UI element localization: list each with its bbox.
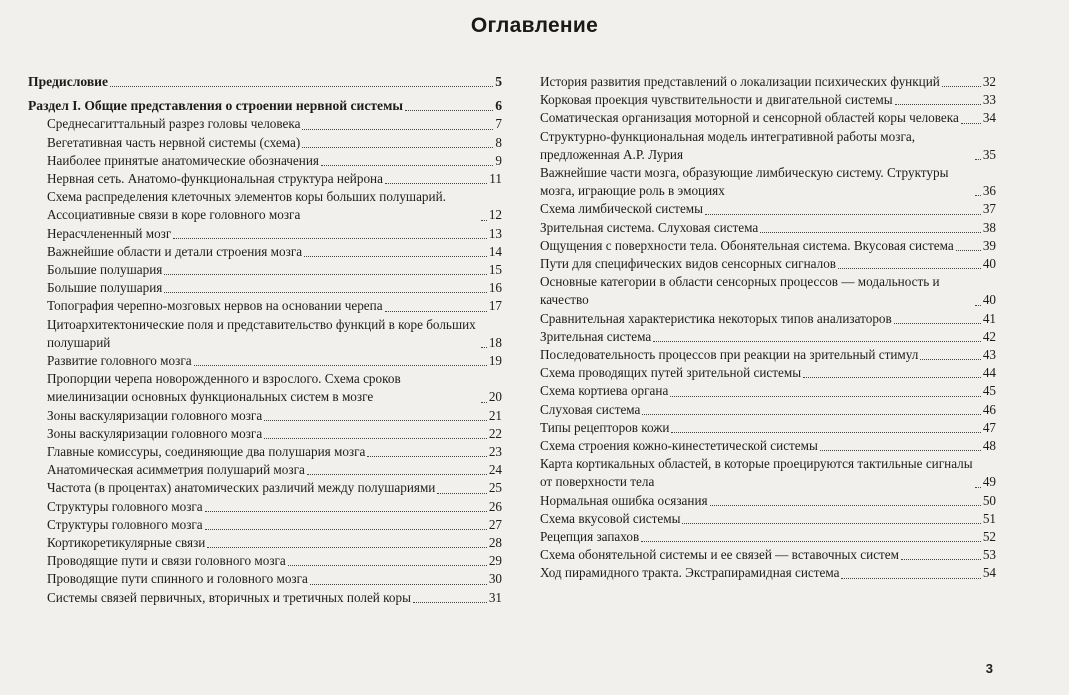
toc-leader-dots bbox=[641, 541, 981, 542]
toc-entry-page: 40 bbox=[982, 292, 996, 308]
toc-leader-dots bbox=[653, 341, 981, 342]
toc-entry bbox=[540, 528, 996, 546]
toc-entry-page: 14 bbox=[488, 243, 502, 259]
toc-entry bbox=[28, 498, 502, 516]
toc-entry-title: Схема проводящих путей зрительной системы bbox=[540, 365, 802, 381]
toc-entry-page: 43 bbox=[982, 347, 996, 363]
toc-entry-title: Схема обонятельной системы и ее связей — вставочных систем bbox=[540, 547, 900, 563]
toc-leader-dots bbox=[385, 311, 487, 312]
toc-entry bbox=[540, 492, 996, 510]
toc-leader-dots bbox=[975, 487, 981, 488]
toc-entry-page: 11 bbox=[489, 171, 502, 187]
toc-leader-dots bbox=[205, 529, 487, 530]
toc-leader-dots bbox=[961, 123, 981, 124]
toc-entry bbox=[540, 546, 996, 564]
toc-entry bbox=[28, 225, 502, 243]
toc-entry-title: Карта кортикальных областей, в которые проецируются тактильные сигналы от поверхности тела bbox=[540, 456, 973, 490]
toc-entry bbox=[28, 570, 502, 588]
toc-entry-title: Цитоархитектонические поля и представительство функций в коре больших полушарий bbox=[47, 316, 476, 350]
toc-entry bbox=[28, 243, 502, 261]
toc-entry-title: Большие полушария bbox=[47, 262, 163, 278]
toc-entry-page: 5 bbox=[495, 74, 502, 89]
toc-entry-page: 47 bbox=[982, 419, 996, 435]
toc-entry bbox=[28, 589, 502, 607]
toc-entry-page: 54 bbox=[982, 565, 996, 581]
toc-entry-page: 20 bbox=[488, 389, 502, 405]
toc-leader-dots bbox=[405, 110, 493, 111]
toc-entry-title: Нерасчлененный мозг bbox=[47, 225, 172, 241]
toc-leader-dots bbox=[304, 256, 487, 257]
toc-entry-page: 45 bbox=[982, 383, 996, 399]
toc-entry-title: Структуры головного мозга bbox=[47, 516, 203, 532]
toc-leader-dots bbox=[481, 402, 487, 403]
toc-leader-dots bbox=[264, 438, 487, 439]
toc-entry bbox=[540, 128, 996, 164]
toc-entry-page: 6 bbox=[495, 98, 502, 114]
toc-entry-page: 8 bbox=[495, 134, 502, 150]
toc-leader-dots bbox=[164, 292, 486, 293]
toc-entry-title: Важнейшие части мозга, образующие лимбическую систему. Структуры мозга, играющие роль в эмоциях bbox=[540, 165, 949, 199]
toc-entry-title: Большие полушария bbox=[47, 280, 163, 296]
toc-left-column bbox=[28, 73, 502, 607]
toc-entry bbox=[540, 328, 996, 346]
toc-entry-page: 23 bbox=[488, 444, 502, 460]
toc-entry-page: 42 bbox=[982, 328, 996, 344]
toc-leader-dots bbox=[920, 359, 980, 360]
toc-entry-title: Основные категории в области сенсорных процессов — модальность и качество bbox=[540, 274, 940, 308]
toc-entry-page: 48 bbox=[982, 438, 996, 454]
toc-leader-dots bbox=[367, 456, 486, 457]
toc-entry-title: Зрительная система bbox=[540, 328, 652, 344]
toc-entry-page: 12 bbox=[488, 207, 502, 223]
toc-entry bbox=[540, 164, 996, 200]
toc-entry-title: Проводящие пути и связи головного мозга bbox=[47, 553, 286, 569]
toc-entry bbox=[28, 370, 502, 406]
toc-entry bbox=[28, 170, 502, 188]
toc-entry-page: 34 bbox=[982, 110, 996, 126]
toc-entry bbox=[28, 516, 502, 534]
toc-entry-page: 44 bbox=[982, 365, 996, 381]
toc-entry bbox=[28, 97, 502, 115]
page-title: Оглавление bbox=[470, 14, 599, 37]
toc-entry-page: 49 bbox=[982, 474, 996, 490]
toc-entry-page: 50 bbox=[982, 492, 996, 508]
toc-entry bbox=[540, 91, 996, 109]
toc-leader-dots bbox=[705, 214, 981, 215]
toc-entry bbox=[540, 310, 996, 328]
toc-entry-page: 26 bbox=[488, 498, 502, 514]
toc-leader-dots bbox=[670, 396, 981, 397]
toc-entry-title: Ощущения с поверхности тела. Обонятельная система. Вкусовая система bbox=[540, 237, 954, 253]
toc-entry-title: Наиболее принятые анатомические обозначения bbox=[47, 152, 319, 168]
toc-entry bbox=[540, 237, 996, 255]
toc-entry-page: 41 bbox=[982, 310, 996, 326]
toc-leader-dots bbox=[264, 420, 487, 421]
toc-entry-page: 30 bbox=[488, 571, 502, 587]
toc-entry-page: 36 bbox=[982, 183, 996, 199]
toc-leader-dots bbox=[481, 220, 487, 221]
toc-entry-page: 21 bbox=[488, 407, 502, 423]
toc-entry bbox=[28, 188, 502, 224]
toc-entry-page: 15 bbox=[488, 262, 502, 278]
toc-entry-title: Схема строения кожно-кинестетической системы bbox=[540, 438, 818, 454]
toc-entry-title: Схема кортиева органа bbox=[540, 383, 669, 399]
toc-entry-title: История развития представлений о локализации психических функций bbox=[540, 74, 940, 89]
toc-entry bbox=[28, 316, 502, 352]
toc-entry-title: Кортикоретикулярные связи bbox=[47, 535, 206, 551]
toc-entry-title: Среднесагиттальный разрез головы человека bbox=[47, 116, 301, 132]
toc-entry bbox=[28, 134, 502, 152]
toc-leader-dots bbox=[302, 129, 493, 130]
toc-entry bbox=[540, 255, 996, 273]
toc-entry-title: Структуры головного мозга bbox=[47, 498, 203, 514]
toc-entry-page: 27 bbox=[488, 516, 502, 532]
toc-leader-dots bbox=[710, 505, 981, 506]
toc-leader-dots bbox=[942, 86, 981, 87]
page-number: 3 bbox=[985, 661, 993, 676]
toc-entry-title: Развитие головного мозга bbox=[47, 353, 192, 369]
toc-entry bbox=[540, 382, 996, 400]
toc-entry-title: Зоны васкуляризации головного мозга bbox=[47, 425, 263, 441]
toc-entry-title: Последовательность процессов при реакции на зрительный стимул bbox=[540, 347, 919, 363]
toc-entry-page: 24 bbox=[488, 462, 502, 478]
toc-entry-page: 13 bbox=[488, 225, 502, 241]
toc-entry-page: 19 bbox=[488, 353, 502, 369]
toc-entry-title: Схема распределения клеточных элементов коры больших полушарий. Ассоциативные связи в коре головного мозга bbox=[47, 189, 446, 223]
toc-entry bbox=[28, 479, 502, 497]
toc-entry-title: Зрительная система. Слуховая система bbox=[540, 219, 759, 235]
toc-entry-title: Вегетативная часть нервной системы (схема) bbox=[47, 134, 301, 150]
toc-leader-dots bbox=[956, 250, 981, 251]
toc-entry bbox=[540, 419, 996, 437]
toc-entry bbox=[540, 455, 996, 491]
toc-entry bbox=[28, 279, 502, 297]
toc-leader-dots bbox=[975, 195, 981, 196]
toc-entry-page: 22 bbox=[488, 425, 502, 441]
toc-leader-dots bbox=[194, 365, 487, 366]
toc-leader-dots bbox=[671, 432, 980, 433]
toc-entry bbox=[28, 115, 502, 133]
toc-entry bbox=[540, 200, 996, 218]
toc-leader-dots bbox=[682, 523, 980, 524]
toc-entry-page: 39 bbox=[982, 237, 996, 253]
toc-entry-page: 17 bbox=[488, 298, 502, 314]
toc-leader-dots bbox=[894, 323, 981, 324]
toc-entry-title: Главные комиссуры, соединяющие два полушария мозга bbox=[47, 444, 366, 460]
toc-leader-dots bbox=[207, 547, 486, 548]
toc-entry bbox=[28, 407, 502, 425]
toc-entry-title: Рецепция запахов bbox=[540, 529, 640, 545]
toc-entry-title: Структурно-функциональная модель интегративной работы мозга, предложенная А.Р. Лурия bbox=[540, 128, 916, 162]
toc-entry-page: 25 bbox=[488, 480, 502, 496]
toc-entry-page: 52 bbox=[982, 529, 996, 545]
toc-leader-dots bbox=[975, 305, 981, 306]
toc-leader-dots bbox=[173, 238, 487, 239]
toc-entry-title: Предисловие bbox=[28, 74, 109, 89]
toc-leader-dots bbox=[803, 377, 981, 378]
toc-entry-title: Раздел I. Общие представления о строении нервной системы bbox=[28, 98, 403, 114]
toc-leader-dots bbox=[760, 232, 981, 233]
toc-entry-title: Анатомическая асимметрия полушарий мозга bbox=[47, 462, 305, 478]
toc-entry-page: 53 bbox=[982, 547, 996, 563]
toc-leader-dots bbox=[164, 274, 486, 275]
toc-leader-dots bbox=[385, 183, 487, 184]
toc-entry-title: Слуховая система bbox=[540, 401, 641, 417]
toc-entry bbox=[28, 534, 502, 552]
toc-entry-title: Нервная сеть. Анатомо-функциональная структура нейрона bbox=[47, 171, 383, 187]
toc-entry bbox=[28, 297, 502, 315]
toc-entry bbox=[540, 401, 996, 419]
toc-entry bbox=[28, 152, 502, 170]
toc-entry-title: Топография черепно-мозговых нервов на основании черепа bbox=[47, 298, 383, 314]
toc-entry-title: Частота (в процентах) анатомических различий между полушариями bbox=[47, 480, 436, 496]
toc-leader-dots bbox=[838, 268, 981, 269]
toc-entry bbox=[28, 425, 502, 443]
toc-leader-dots bbox=[307, 474, 487, 475]
toc-entry-title: Типы рецепторов кожи bbox=[540, 419, 670, 435]
toc-entry-title: Сравнительная характеристика некоторых типов анализаторов bbox=[540, 310, 892, 326]
toc-entry bbox=[28, 552, 502, 570]
toc-entry-title: Зоны васкуляризации головного мозга bbox=[47, 407, 263, 423]
toc-leader-dots bbox=[413, 602, 487, 603]
toc-leader-dots bbox=[895, 104, 981, 105]
toc-entry bbox=[540, 73, 996, 91]
toc-leader-dots bbox=[302, 147, 493, 148]
toc-entry bbox=[540, 364, 996, 382]
toc-leader-dots bbox=[205, 511, 487, 512]
toc-entry-title: Нормальная ошибка осязания bbox=[540, 492, 708, 508]
toc-right-column bbox=[540, 73, 996, 583]
toc-entry-page: 51 bbox=[982, 510, 996, 526]
toc-entry bbox=[28, 461, 502, 479]
toc-entry bbox=[28, 352, 502, 370]
toc-entry bbox=[540, 564, 996, 582]
toc-leader-dots bbox=[437, 493, 486, 494]
toc-leader-dots bbox=[975, 159, 981, 160]
toc-entry-title: Ход пирамидного тракта. Экстрапирамидная система bbox=[540, 565, 840, 581]
toc-entry-page: 7 bbox=[495, 116, 502, 132]
toc-entry-title: Корковая проекция чувствительности и двигательной системы bbox=[540, 92, 893, 108]
toc-entry bbox=[540, 510, 996, 528]
toc-entry bbox=[28, 73, 502, 91]
toc-leader-dots bbox=[321, 165, 493, 166]
toc-entry-page: 29 bbox=[488, 553, 502, 569]
toc-leader-dots bbox=[901, 559, 981, 560]
toc-entry bbox=[28, 443, 502, 461]
toc-entry-title: Схема вкусовой системы bbox=[540, 510, 681, 526]
toc-entry bbox=[540, 109, 996, 127]
toc-entry-page: 9 bbox=[495, 152, 502, 168]
toc-entry-page: 38 bbox=[982, 219, 996, 235]
toc-entry-page: 32 bbox=[982, 74, 996, 89]
toc-entry bbox=[540, 437, 996, 455]
toc-entry-title: Схема лимбической системы bbox=[540, 201, 704, 217]
toc-entry-page: 35 bbox=[982, 146, 996, 162]
toc-leader-dots bbox=[110, 86, 493, 87]
toc-leader-dots bbox=[841, 578, 980, 579]
toc-leader-dots bbox=[481, 347, 487, 348]
toc-entry-page: 28 bbox=[488, 535, 502, 551]
toc-entry-page: 46 bbox=[982, 401, 996, 417]
toc-entry-title: Пропорции черепа новорожденного и взрослого. Схема сроков миелинизации основных функциональных систем в мозге bbox=[47, 371, 401, 405]
toc-entry-title: Проводящие пути спинного и головного мозга bbox=[47, 571, 308, 587]
toc-leader-dots bbox=[310, 584, 487, 585]
toc-leader-dots bbox=[642, 414, 980, 415]
toc-leader-dots bbox=[288, 565, 487, 566]
toc-entry bbox=[540, 219, 996, 237]
toc-entry-page: 18 bbox=[488, 334, 502, 350]
toc-entry bbox=[540, 273, 996, 309]
toc-entry-page: 33 bbox=[982, 92, 996, 108]
toc-entry-title: Важнейшие области и детали строения мозга bbox=[47, 243, 303, 259]
toc-entry-page: 16 bbox=[488, 280, 502, 296]
toc-entry-page: 37 bbox=[982, 201, 996, 217]
toc-entry-page: 40 bbox=[982, 256, 996, 272]
toc-leader-dots bbox=[820, 450, 981, 451]
toc-entry-page: 31 bbox=[488, 589, 502, 605]
toc-entry-title: Системы связей первичных, вторичных и третичных полей коры bbox=[47, 589, 411, 605]
toc-entry bbox=[28, 261, 502, 279]
toc-entry-title: Соматическая организация моторной и сенсорной областей коры человека bbox=[540, 110, 959, 126]
toc-entry bbox=[540, 346, 996, 364]
toc-entry-title: Пути для специфических видов сенсорных сигналов bbox=[540, 256, 837, 272]
